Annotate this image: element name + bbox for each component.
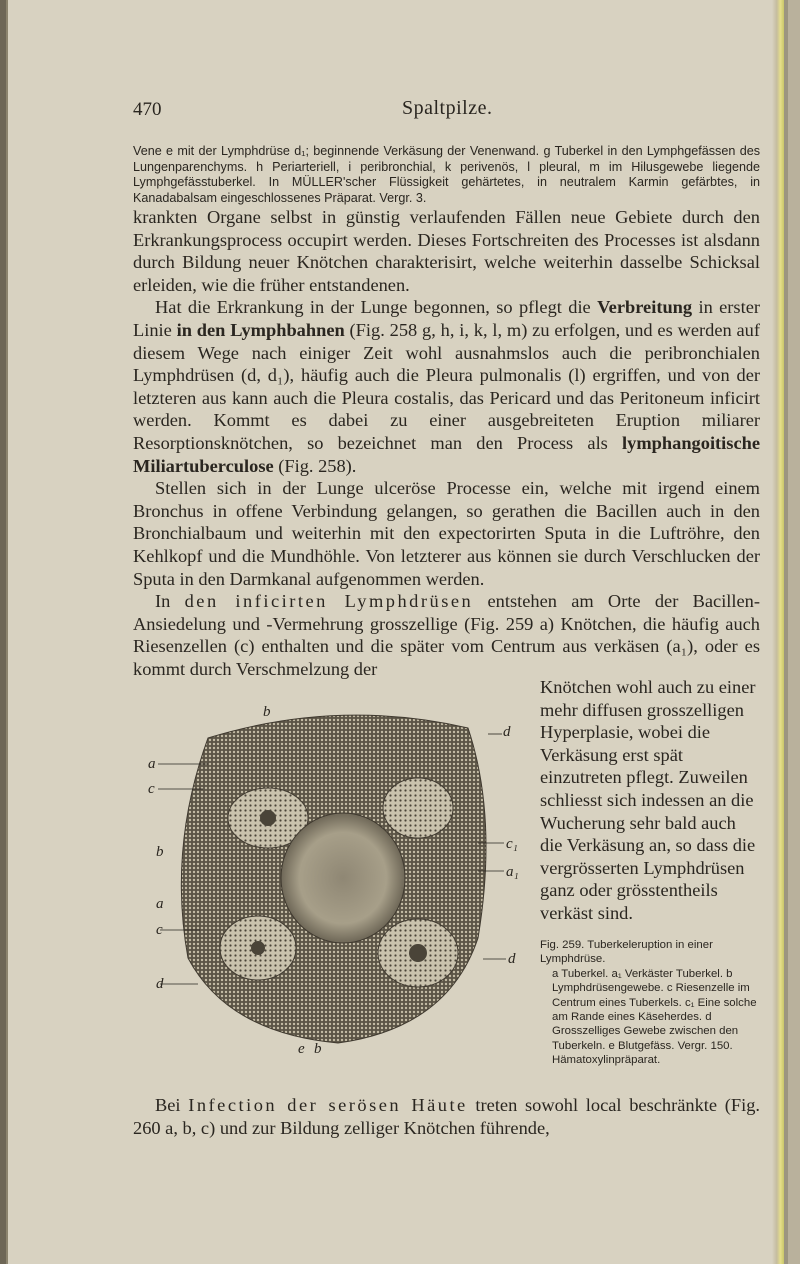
label-c-left-2: c <box>156 922 163 938</box>
label-c1-right: c₁ <box>506 836 518 852</box>
p2-text-c: (Fig. 258 g, h, i, k, l, m) zu erfolgen, und es werden auf diesem Wege nach einiger Zeit wohl ausnahmslos auch die peribronchialen Lymphdrüsen (d, d₁), häufig auch die Pleura pulmonalis (l) ergriffen, und von der letzteren aus kann auch die Pleura costalis, das Pericard und das Peritoneum inficirt werden. Kommt es dabei zu einer ausgebreiteten Eruption miliarer Resorptionsknötchen, so bezeichnet man den Process als <box>133 319 760 453</box>
label-a1-right: a₁ <box>506 864 519 880</box>
p4-spaced: den inficirten Lymphdrüsen <box>184 591 474 612</box>
figure-259-illustration <box>148 698 528 1058</box>
p2-bold-lymphbahnen: in den Lymphbahnen <box>176 319 345 340</box>
lymph-node-drawing <box>148 698 528 1058</box>
label-c-left: c <box>148 781 155 797</box>
p4-text: entstehen am Orte der Bacillen-Ansiedelung und -Vermehrung grosszellige (Fig. 259 a) Knötchen, die häufig auch Riesenzellen (c) enthalten und die später vom Centrum aus verkäsen (a₁), oder es kommt durch Verschmelzung der <box>133 591 761 679</box>
p5-lead: Bei <box>155 1095 189 1115</box>
paragraph-5 <box>133 1094 760 1139</box>
label-b-top: b <box>263 704 271 720</box>
paragraph-2 <box>133 296 760 477</box>
figure-caption-title: Fig. 259. Tuberkeleruption in einer Lymphdrüse. <box>540 939 713 966</box>
p2-bold-miliartuberculose: lymphangoitische Miliartuberculose <box>133 432 760 476</box>
running-head: Spaltpilze. <box>402 97 493 119</box>
p2-text-b: in erster Linie <box>133 297 760 340</box>
figure-259-caption <box>540 938 760 1068</box>
label-a-left-2: a <box>156 896 164 912</box>
p2-text-a: Hat die Erkrankung in der Lunge begonnen, so pflegt die <box>155 297 598 318</box>
page-number: 470 <box>133 99 162 120</box>
figure-caption-legend: a Tuberkel. a₁ Verkäster Tuberkel. b Lymphdrüsengewebe. c Riesenzelle im Centrum eines Tuberkels. c₁ Eine solche am Rande eines Käseherdes. d Grosszelliges Gewebe zwischen den Tuberkeln. e Blutgefäss. Vergr. 150. Hämatoxylinpräparat. <box>552 967 757 1067</box>
paragraph-3: Stellen sich in der Lunge ulceröse Processe ein, welche mit irgend einem Bronchus in offene Verbindung gelangen, so gerathen die Bacillen auch in den Bronchialbaum und weiterhin mit den expectorirten Sputa in die Luftröhre, den Kehlkopf und die Mundhöhle. Von letzterer aus können sie durch Verschlucken der Sputa in den Darmkanal aufgenommen werden. <box>133 478 760 589</box>
label-b-bottom: b <box>314 1041 322 1057</box>
p4-lead: In <box>155 591 185 612</box>
p2-bold-verbreitung: Verbreitung <box>597 297 693 318</box>
body-text-lower <box>133 1094 760 1139</box>
body-text-upper <box>133 206 760 680</box>
label-d-right: d <box>508 951 516 967</box>
label-e-bottom: e <box>298 1041 305 1057</box>
right-column-text: Knötchen wohl auch zu einer mehr diffusen grosszelligen Hyperplasie, wobei die Verkäsung erst spät einzutreten pflegt. Zuweilen schliesst sich indessen an die Wucherung sehr bald auch die Verkäsung an, so dass die vergrösserten Lymphdrüsen ganz oder grösstentheils verkäst sind. <box>540 677 756 923</box>
page-edge <box>772 0 784 1264</box>
p5-spaced: Infection der serösen Häute <box>188 1095 468 1115</box>
paragraph-4 <box>133 590 760 680</box>
label-d-top: d <box>503 724 511 740</box>
label-d-left: d <box>156 976 164 992</box>
p5-text: treten sowohl local beschränkte (Fig. 260 a, b, c) und zur Bildung zelliger Knötchen führende, <box>133 1095 760 1138</box>
body-text-right-column <box>540 676 760 925</box>
label-b-left: b <box>156 844 164 860</box>
figure-258-caption-continued <box>133 144 760 206</box>
paragraph-1: krankten Organe selbst in günstig verlaufenden Fällen neue Gebiete durch den Erkrankungsprocess occupirt werden. Dieses Fortschreiten des Processes ist alsdann durch Bildung neuer Knötchen charakterisirt, welche weiterhin dasselbe Schicksal erleiden, wie die früher entstandenen. <box>133 207 760 295</box>
label-a-left: a <box>148 756 156 772</box>
caption-text: Vene e mit der Lymphdrüse d₁; beginnende Verkäsung der Venenwand. g Tuberkel in den Lymphgefässen des Lungenparenchyms. h Periarteriell, i peribronchial, k perivenös, l pleural, m im Hilusgewebe liegende Lymphgefässtuberkel. In MÜLLER'scher Flüssigkeit gehärtetes, in neutralem Karmin gefärbtes, in Kanadabalsam eingeschlossenes Präparat. Vergr. 3. <box>133 144 760 205</box>
p2-text-d: (Fig. 258). <box>273 455 357 476</box>
